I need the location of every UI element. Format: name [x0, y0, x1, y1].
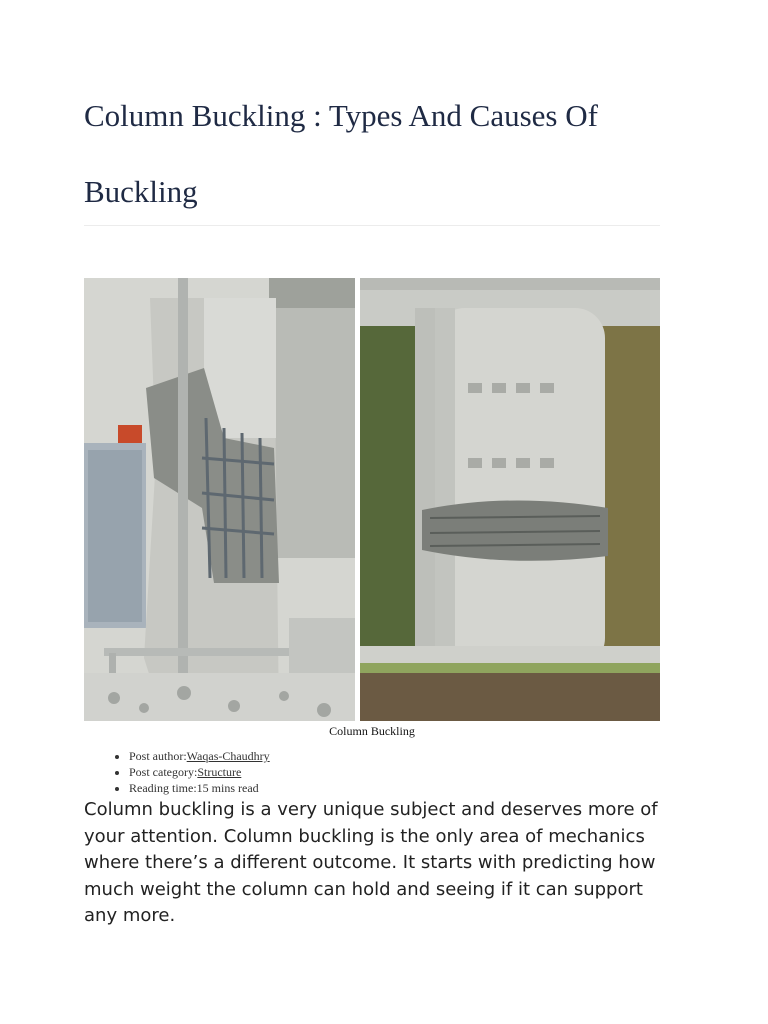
buckled-pier-photo [360, 278, 660, 721]
reading-time-value: 15 mins read [196, 781, 259, 795]
damaged-column-photo [84, 278, 355, 721]
post-category-label: Post category: [129, 765, 198, 779]
article-title: Column Buckling : Types And Causes Of Buckling [84, 98, 598, 209]
post-category-link[interactable]: Structure [197, 765, 242, 779]
post-meta [84, 748, 270, 796]
reading-time [129, 780, 270, 796]
article-intro-paragraph: Column buckling is a very unique subject and deserves more of your attention. Column buckling is the only area of mechanics where there’s a different outcome. It starts with predicting how much weight the column can hold and seeing if it can support any more. [84, 799, 658, 926]
post-author-link[interactable]: Waqas-Chaudhry [186, 749, 270, 763]
article-figure [84, 278, 660, 721]
title-divider [84, 225, 660, 226]
post-author-label: Post author: [129, 749, 187, 763]
post-author [129, 748, 270, 764]
post-category [129, 764, 270, 780]
figure-caption: Column Buckling [329, 724, 415, 738]
reading-time-label: Reading time: [129, 781, 197, 795]
